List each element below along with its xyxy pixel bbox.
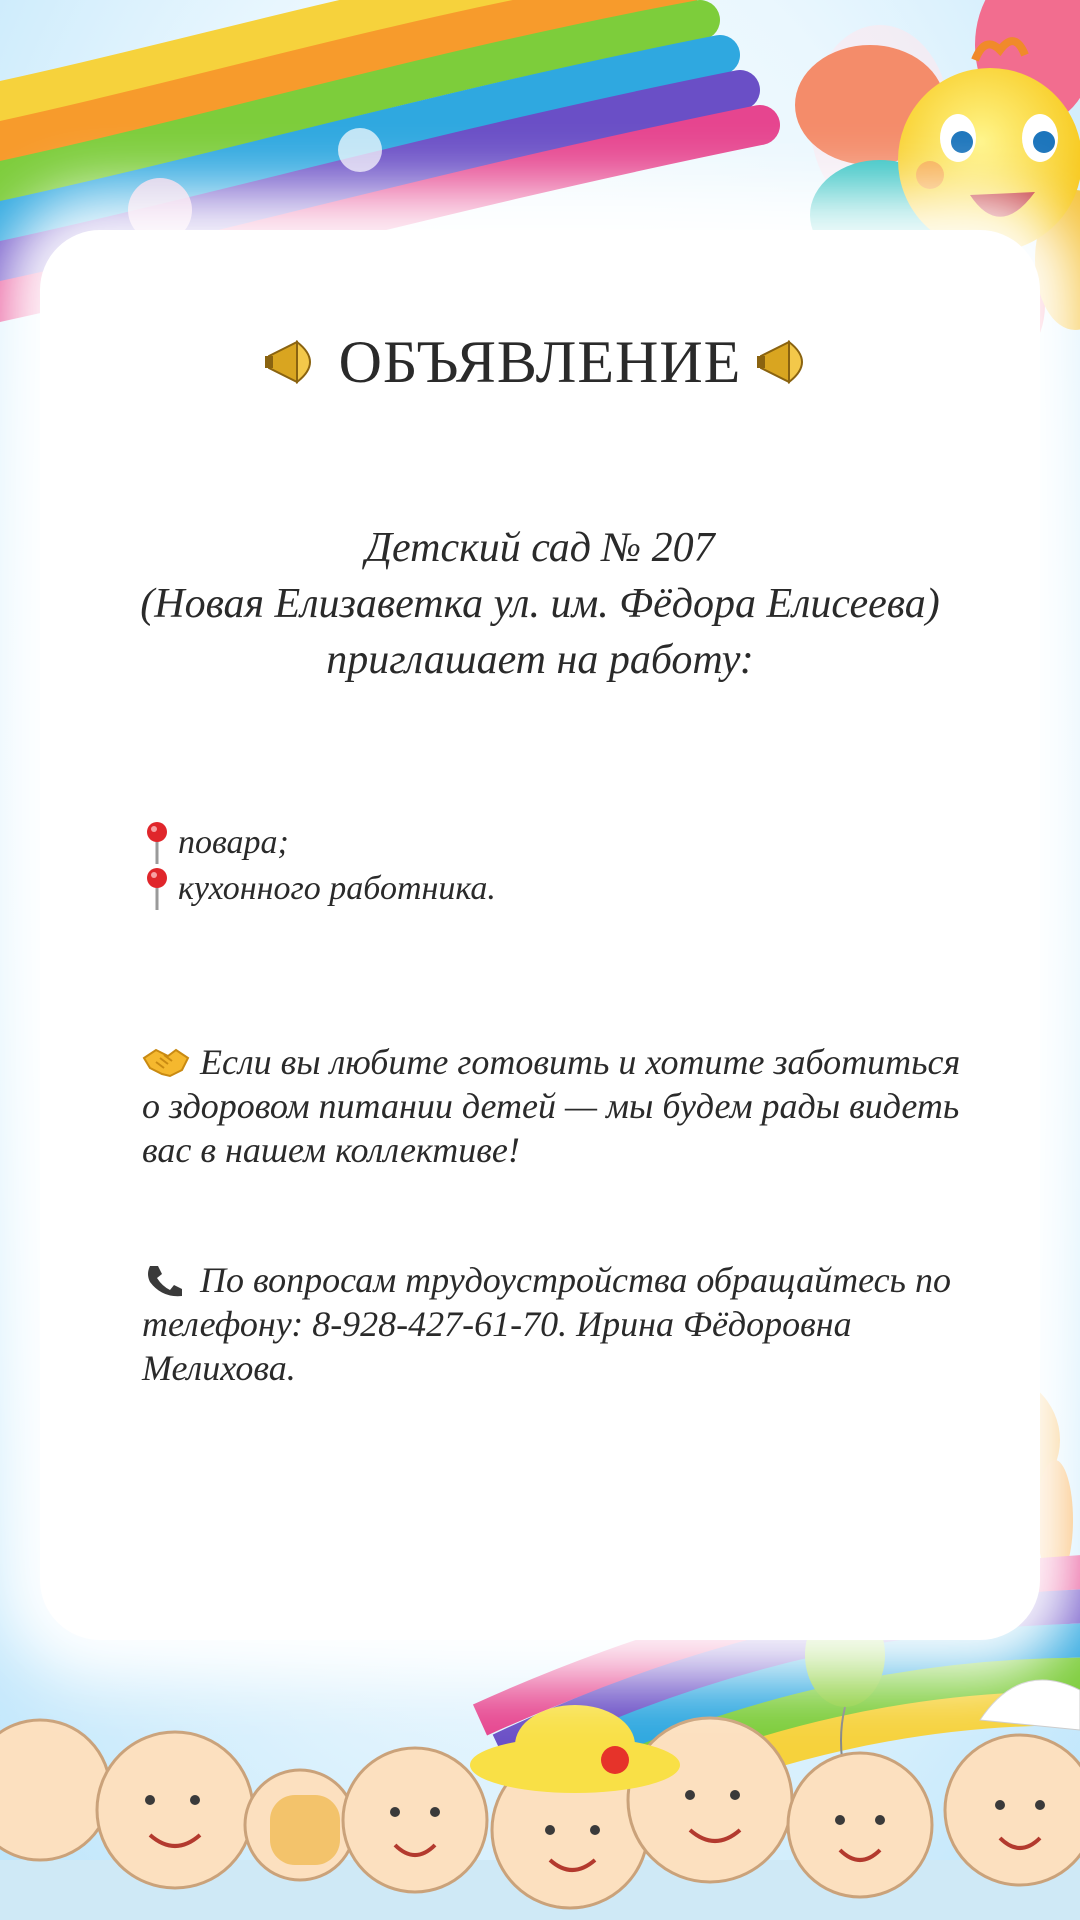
- pushpin-icon: [142, 820, 172, 866]
- kindergarten-name: Детский сад № 207: [365, 525, 715, 571]
- invitation-line: приглашает на работу:: [326, 637, 754, 683]
- appeal-paragraph: [142, 1040, 962, 1172]
- kindergarten-address: (Новая Елизаветка ул. им. Фёдора Елисеева): [140, 581, 940, 627]
- handshake-icon: [142, 1044, 190, 1080]
- vacancy-text: кухонного работника.: [178, 870, 496, 907]
- contact-paragraph: [142, 1258, 962, 1390]
- announcement-card: [40, 230, 1040, 1640]
- announcement-title: [0, 328, 1080, 397]
- contact-text: По вопросам трудоустройства обращайтесь по телефону: 8-928-427-61-70. Ирина Фёдоровна Мелихова.: [142, 1260, 951, 1388]
- vacancy-list: [142, 820, 496, 912]
- megaphone-icon: [263, 334, 325, 390]
- list-item: [142, 866, 496, 912]
- megaphone-icon: [755, 334, 817, 390]
- title-text: ОБЪЯВЛЕНИЕ: [338, 329, 742, 395]
- list-item: [142, 820, 496, 866]
- intro-block: [60, 520, 1020, 688]
- pushpin-icon: [142, 866, 172, 912]
- vacancy-text: повара;: [178, 824, 289, 861]
- telephone-icon: [142, 1262, 190, 1298]
- appeal-text: Если вы любите готовить и хотите заботиться о здоровом питании детей — мы будем рады видеть вас в нашем коллективе!: [142, 1042, 961, 1170]
